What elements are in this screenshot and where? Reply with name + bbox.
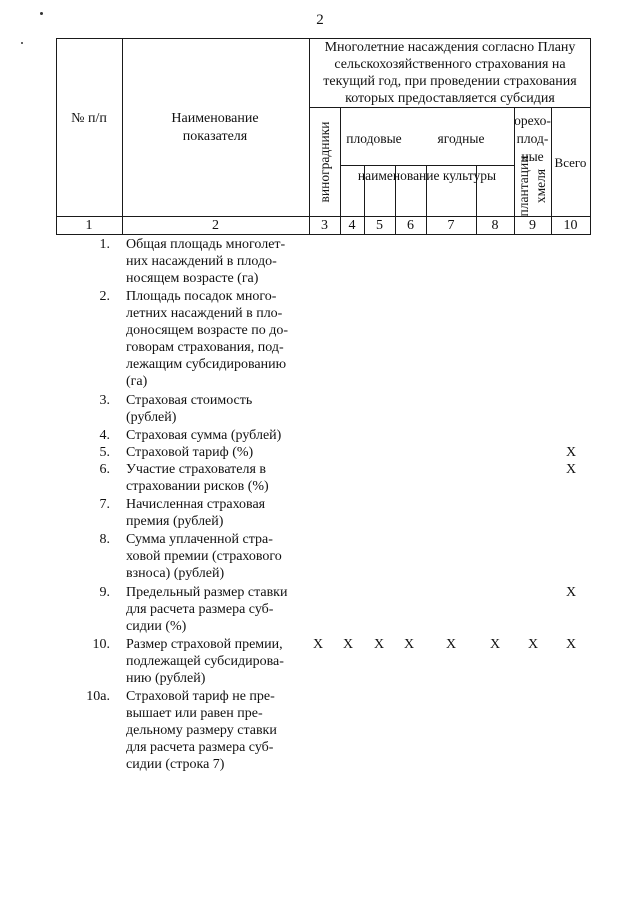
crop-name-subheader: наименование культуры [357, 168, 497, 183]
page-number: 2 [316, 12, 324, 28]
not-applicable-mark: X [565, 585, 577, 600]
row-label-line: говорам страхования, под- [126, 340, 284, 355]
row-label-line: Начисленная страховая [126, 497, 266, 512]
row-number: 4. [99, 428, 110, 443]
row-label-line: Страховая стоимость [126, 393, 253, 408]
not-applicable-mark: X [312, 637, 324, 652]
row-number: 9. [99, 585, 110, 600]
row-label-line: (рублей) [126, 410, 177, 425]
col-number-header: № п/п [71, 111, 107, 126]
col-name-header: Наименование показателя [171, 111, 259, 144]
row-label-line: взноса) (рублей) [126, 566, 225, 581]
row-label-line: доносящем возрасте по до- [126, 323, 289, 338]
group-header: Многолетние насаждения согласно Плану сельскохозяйственного страхования на текущий год, при проведении страхования которых предоставляется субсидия [323, 40, 577, 106]
row-label-line: Страховой тариф не пре- [126, 689, 275, 704]
not-applicable-mark: X [445, 637, 457, 652]
row-label-line: носящем возрасте (га) [126, 271, 259, 286]
row-label-line: страховании рисков (%) [126, 479, 269, 494]
row-number: 2. [99, 289, 110, 304]
not-applicable-mark: X [565, 637, 577, 652]
row-label-line: ховой премии (страхового [126, 549, 282, 564]
not-applicable-mark: X [565, 445, 577, 460]
not-applicable-mark: X [489, 637, 501, 652]
nut-header-line3: ные [521, 149, 544, 164]
row-label-line: дельному размеру ставки [126, 723, 277, 738]
row-label-line: Сумма уплаченной стра- [126, 532, 273, 547]
row-number: 7. [99, 497, 110, 512]
row-label-line: них насаждений в плодо- [126, 254, 277, 269]
column-number: 4 [348, 218, 356, 233]
column-number: 6 [407, 218, 414, 233]
not-applicable-mark: X [403, 637, 415, 652]
row-number: 8. [99, 532, 110, 547]
column-number: 5 [376, 218, 383, 233]
total-header: Всего [554, 155, 587, 170]
berry-header: ягодные [437, 131, 485, 146]
fruit-header: плодовые [346, 131, 402, 146]
row-label-line: Участие страхователя в [126, 462, 267, 477]
row-number: 3. [99, 393, 110, 408]
row-label-line: лежащим субсидированию [126, 357, 287, 372]
row-label-line: (га) [126, 374, 148, 389]
column-number: 1 [85, 218, 93, 233]
row-label-line: подлежащей субсидирова- [126, 654, 284, 669]
row-label-line: сидии (строка 7) [126, 757, 225, 772]
column-number: 7 [447, 218, 455, 233]
not-applicable-mark: X [342, 637, 354, 652]
row-label-line: для расчета размера суб- [126, 740, 274, 755]
column-number: 10 [563, 218, 578, 233]
row-label-line: для расчета размера суб- [126, 602, 274, 617]
not-applicable-mark: X [527, 637, 539, 652]
row-number: 6. [99, 462, 110, 477]
row-number: 10а. [86, 689, 110, 704]
row-label-line: Общая площадь многолет- [126, 237, 286, 252]
column-number: 8 [491, 218, 499, 233]
vineyards-header: виноградники [317, 121, 332, 203]
row-label-line: нию (рублей) [126, 671, 206, 686]
nut-header-line1: орехо- [514, 113, 551, 128]
row-label-line: премия (рублей) [126, 514, 224, 529]
column-number: 3 [321, 218, 328, 233]
not-applicable-mark: X [373, 637, 385, 652]
hop-header-line1: плантации [516, 155, 531, 217]
column-number: 9 [529, 218, 536, 233]
row-label-line: сидии (%) [126, 619, 187, 634]
row-label-line: Предельный размер ставки [126, 585, 288, 600]
row-label-line: Страховая сумма (рублей) [126, 428, 282, 443]
hop-header-line2: хмеля [533, 168, 548, 204]
not-applicable-mark: X [565, 462, 577, 477]
row-number: 1. [99, 237, 110, 252]
column-number: 2 [212, 218, 219, 233]
row-label-line: Размер страховой премии, [126, 637, 283, 652]
row-label-line: вышает или равен пре- [126, 706, 263, 721]
row-label-line: Страховой тариф (%) [126, 445, 254, 460]
nut-header-line2: плод- [516, 131, 549, 146]
row-number: 10. [92, 637, 110, 652]
row-label-line: летних насаждений в пло- [126, 306, 283, 321]
row-label-line: Площадь посадок много- [126, 289, 277, 304]
row-number: 5. [99, 445, 110, 460]
